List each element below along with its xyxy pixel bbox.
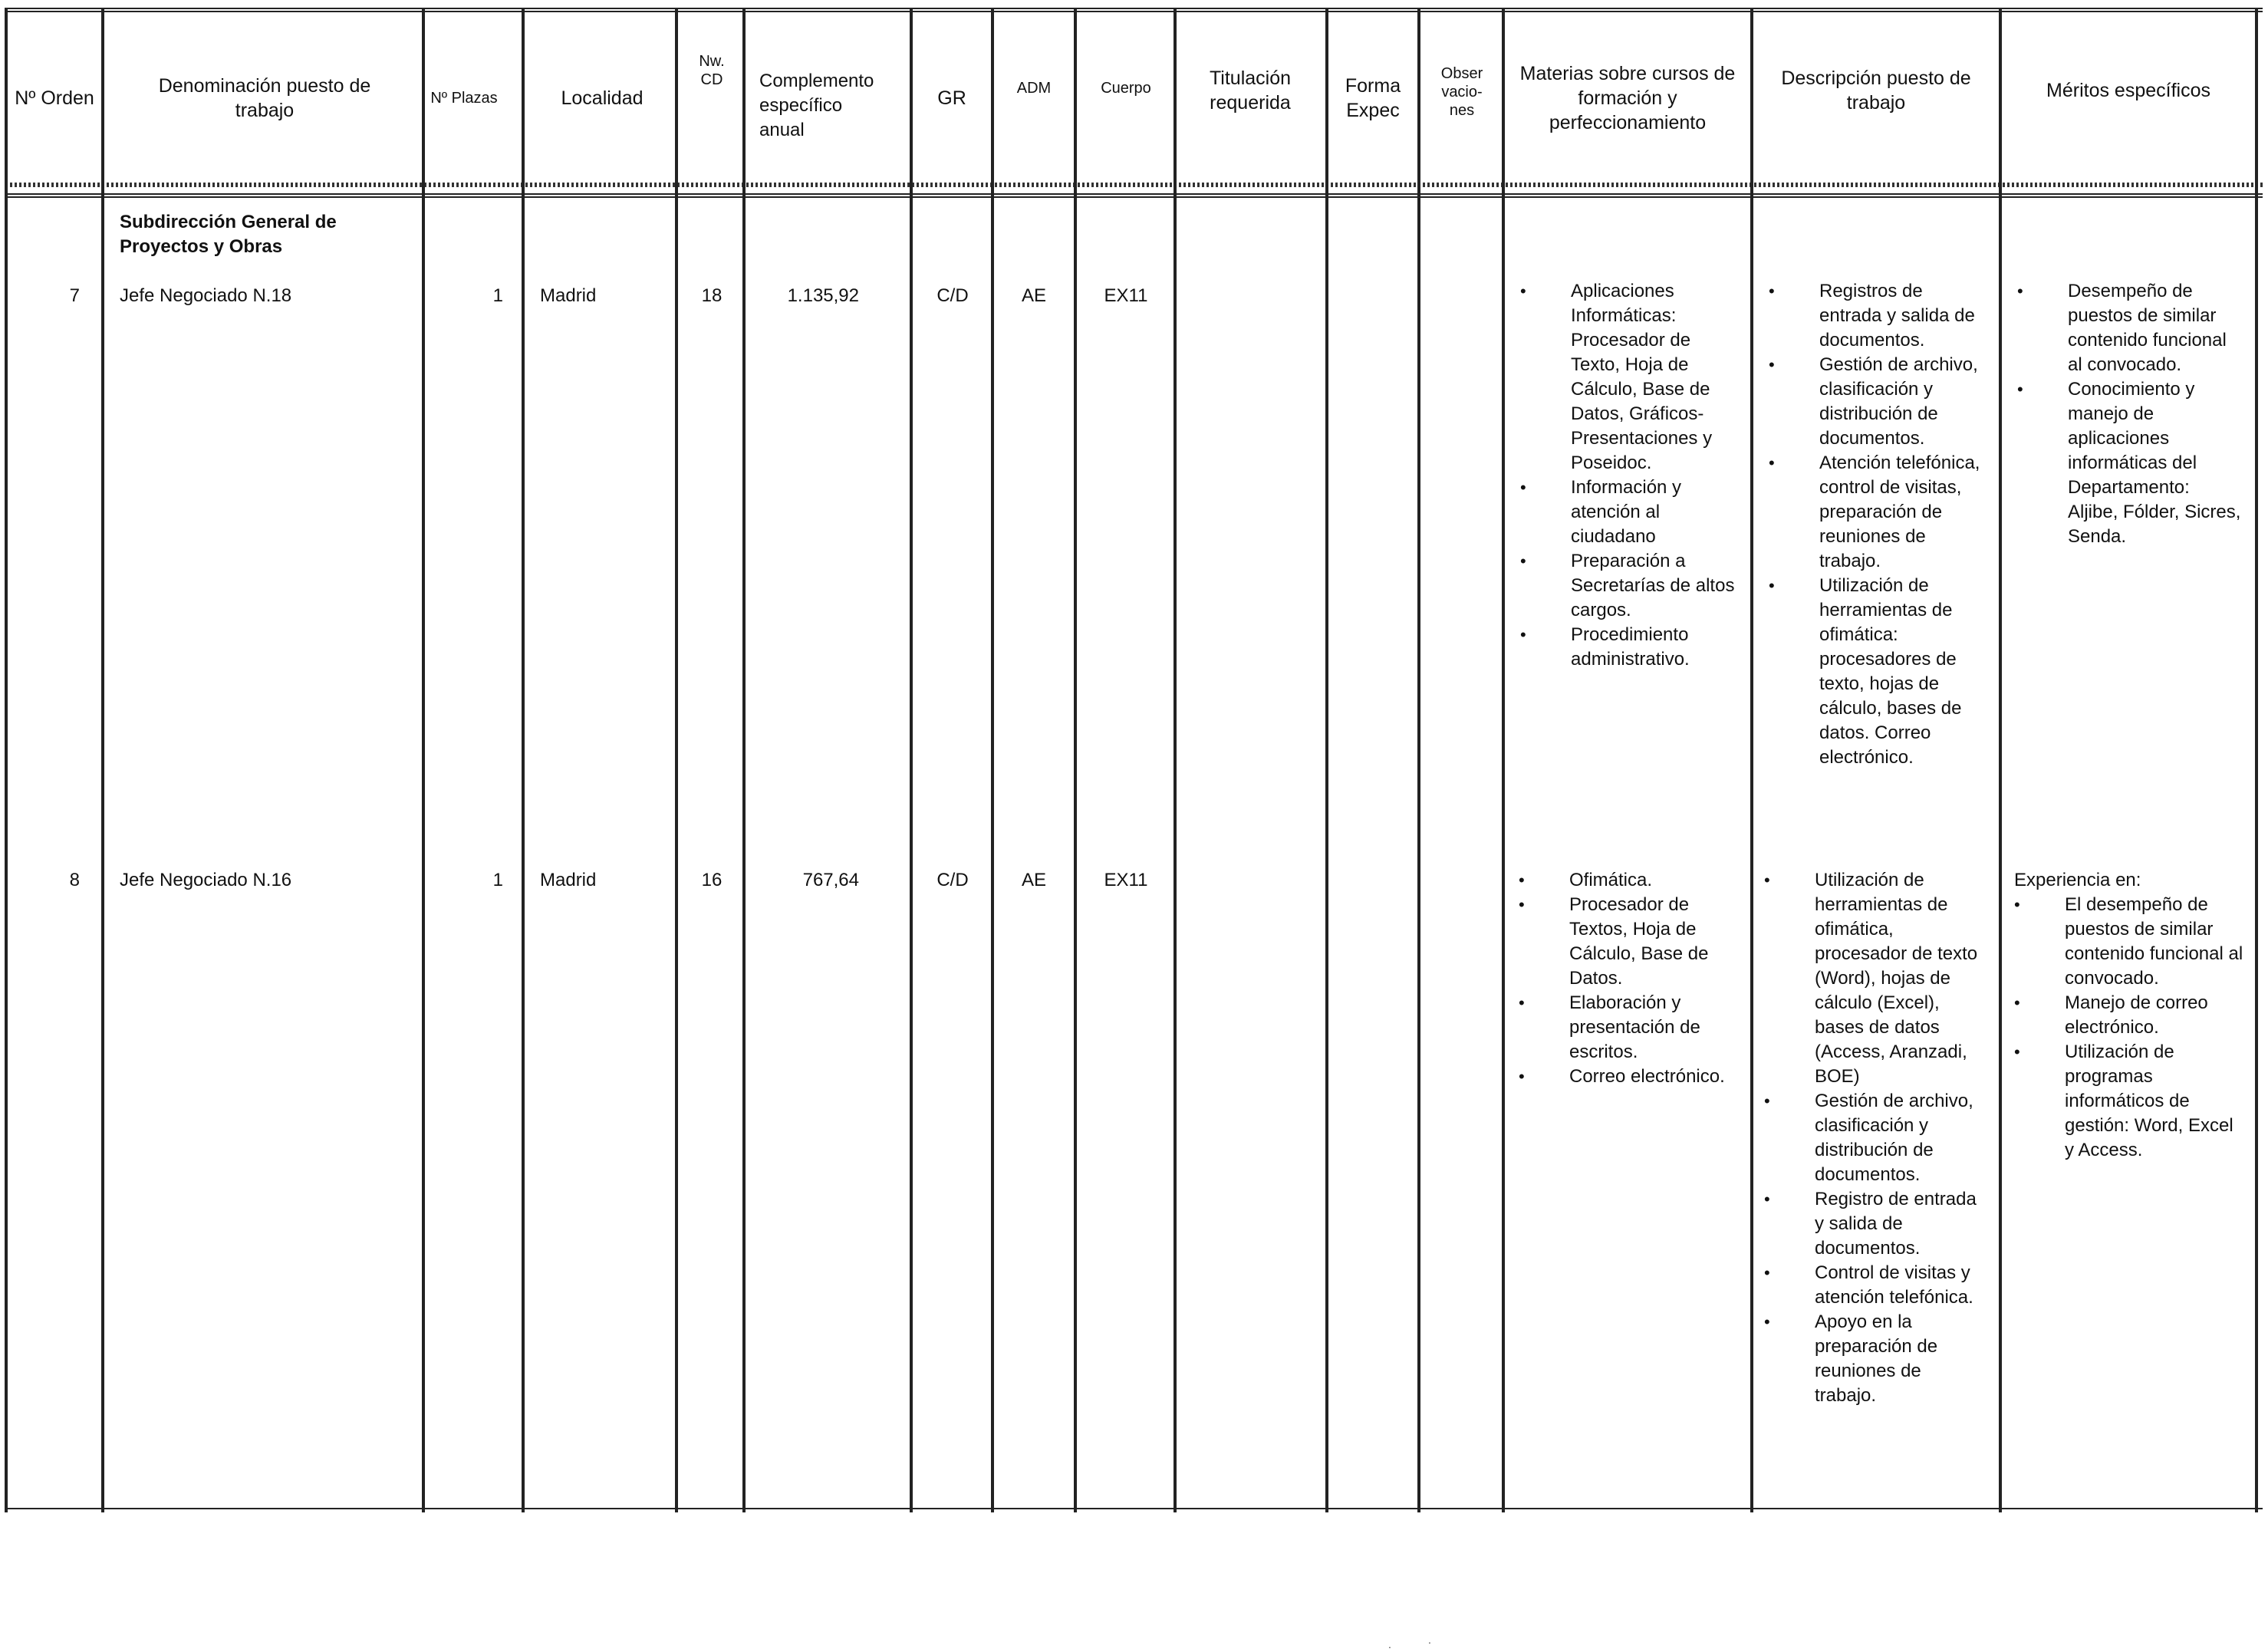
column-rule: [522, 9, 525, 1512]
header-descripcion: Descripción puesto de trabajo: [1781, 67, 1971, 114]
list-item: • Registro de entrada y salida de documentos.: [1815, 1187, 1985, 1261]
list-item: • El desempeño de puestos de similar contenido funcional al convocado.: [2065, 893, 2244, 991]
list-item: • Elaboración y presentación de escritos.: [1569, 991, 1738, 1065]
column-rule: [101, 9, 104, 1512]
list-item: • Apoyo en la preparación de reuniones de trabajo.: [1815, 1310, 1985, 1408]
row-gr: C/D: [936, 285, 969, 306]
header-observaciones: Obser vacio- nes: [1440, 65, 1483, 119]
list-item: • Información y atención al ciudadano: [1571, 476, 1736, 549]
table-top-rule: [5, 8, 2263, 12]
header-nivel-cd: Nw. CD: [699, 53, 725, 88]
list-item: • Manejo de correo electrónico.: [2065, 991, 2244, 1040]
list-item: • Procedimiento administrativo.: [1571, 623, 1736, 672]
list-item: • Utilización de herramientas de ofimática, procesador de texto (Word), hojas de cálculo (Excel), bases de datos (Access, Aranzadi, BOE): [1815, 868, 1985, 1089]
row-gr: C/D: [936, 870, 969, 890]
column-rule: [742, 9, 746, 1512]
header-gr: GR: [937, 87, 966, 109]
row-complemento: 767,64: [802, 870, 859, 890]
row-meritos-list: [2065, 893, 2244, 1163]
column-rule: [1417, 9, 1420, 1512]
header-meritos: Méritos específicos: [2046, 79, 2210, 101]
column-rule: [1074, 9, 1077, 1512]
header-plazas: Nº Plazas: [430, 89, 498, 107]
section-title: Subdirección General de Proyectos y Obras: [120, 212, 337, 257]
list-item: • Gestión de archivo, clasificación y distribución de documentos.: [1815, 1089, 1985, 1187]
row-meritos-list: [2068, 279, 2243, 549]
row-orden: 7: [69, 285, 80, 306]
list-item: • Correo electrónico.: [1569, 1065, 1738, 1089]
list-item: • Preparación a Secretarías de altos cargos.: [1571, 549, 1736, 623]
row-denominacion: Jefe Negociado N.18: [120, 285, 292, 306]
list-item: • Gestión de archivo, clasificación y distribución de documentos.: [1819, 353, 1985, 451]
column-rule: [675, 9, 678, 1512]
row-meritos-intro: Experiencia en:: [2014, 870, 2141, 890]
list-item: • Utilización de programas informáticos de gestión: Word, Excel y Access.: [2065, 1040, 2244, 1163]
column-rule: [2255, 9, 2258, 1512]
column-rule: [1750, 9, 1753, 1512]
header-denominacion: Denominación puesto de trabajo: [158, 74, 371, 121]
header-orden: Nº Orden: [15, 87, 94, 109]
header-complemento: Complemento específico anual: [759, 71, 874, 140]
list-item: • Ofimática.: [1569, 868, 1738, 893]
list-item: • Procesador de Textos, Hoja de Cálculo, Base de Datos.: [1569, 893, 1738, 991]
scan-speck: .: [1428, 1634, 1431, 1646]
column-rule: [5, 9, 8, 1512]
column-rule: [910, 9, 913, 1512]
row-descripcion-list: [1815, 868, 1985, 1408]
row-nivel: 16: [701, 870, 723, 890]
list-item: • Registros de entrada y salida de documentos.: [1819, 279, 1985, 353]
list-item: • Control de visitas y atención telefónica.: [1815, 1261, 1985, 1310]
row-complemento: 1.135,92: [787, 285, 859, 306]
table-bottom-rule: [5, 1508, 2263, 1509]
row-nivel: 18: [701, 285, 723, 306]
list-item: • Aplicaciones Informáticas: Procesador de Texto, Hoja de Cálculo, Base de Datos, Gráficos-Presentaciones y Poseidoc.: [1571, 279, 1736, 476]
scan-speck: .: [1388, 1638, 1391, 1650]
list-item: • Utilización de herramientas de ofimática: procesadores de texto, hojas de cálculo, bases de datos. Correo electrónico.: [1819, 574, 1985, 770]
header-bottom-rule: [5, 183, 2263, 187]
header-cuerpo: Cuerpo: [1101, 79, 1151, 97]
column-rule: [1174, 9, 1177, 1512]
row-orden: 8: [69, 870, 80, 890]
header-localidad: Localidad: [561, 87, 644, 109]
row-adm: AE: [1021, 285, 1046, 306]
row-adm: AE: [1021, 870, 1046, 890]
column-rule: [1325, 9, 1328, 1512]
row-materias-list: [1569, 868, 1738, 1089]
header-forma: Forma Expec: [1345, 74, 1401, 121]
row-cuerpo: EX11: [1104, 870, 1148, 890]
column-rule: [1502, 9, 1505, 1512]
header-titulacion: Titulación requerida: [1209, 67, 1292, 114]
row-plazas: 1: [492, 870, 503, 890]
row-descripcion-list: [1819, 279, 1985, 770]
column-rule: [991, 9, 994, 1512]
list-item: • Conocimiento y manejo de aplicaciones informáticas del Departamento: Aljibe, Fólder, Sicres, Senda.: [2068, 377, 2243, 549]
header-materias: Materias sobre cursos de formación y perfeccionamiento: [1519, 62, 1736, 133]
header-adm: ADM: [1016, 79, 1052, 97]
column-rule: [1999, 9, 2002, 1512]
list-item: • Atención telefónica, control de visitas, preparación de reuniones de trabajo.: [1819, 451, 1985, 574]
body-top-rule: [5, 193, 2263, 198]
row-localidad: Madrid: [540, 870, 597, 890]
row-localidad: Madrid: [540, 285, 597, 306]
list-item: • Desempeño de puestos de similar contenido funcional al convocado.: [2068, 279, 2243, 377]
column-rule: [422, 9, 425, 1512]
row-cuerpo: EX11: [1104, 285, 1148, 306]
row-denominacion: Jefe Negociado N.16: [120, 870, 292, 890]
row-plazas: 1: [492, 285, 503, 306]
row-materias-list: [1571, 279, 1736, 672]
